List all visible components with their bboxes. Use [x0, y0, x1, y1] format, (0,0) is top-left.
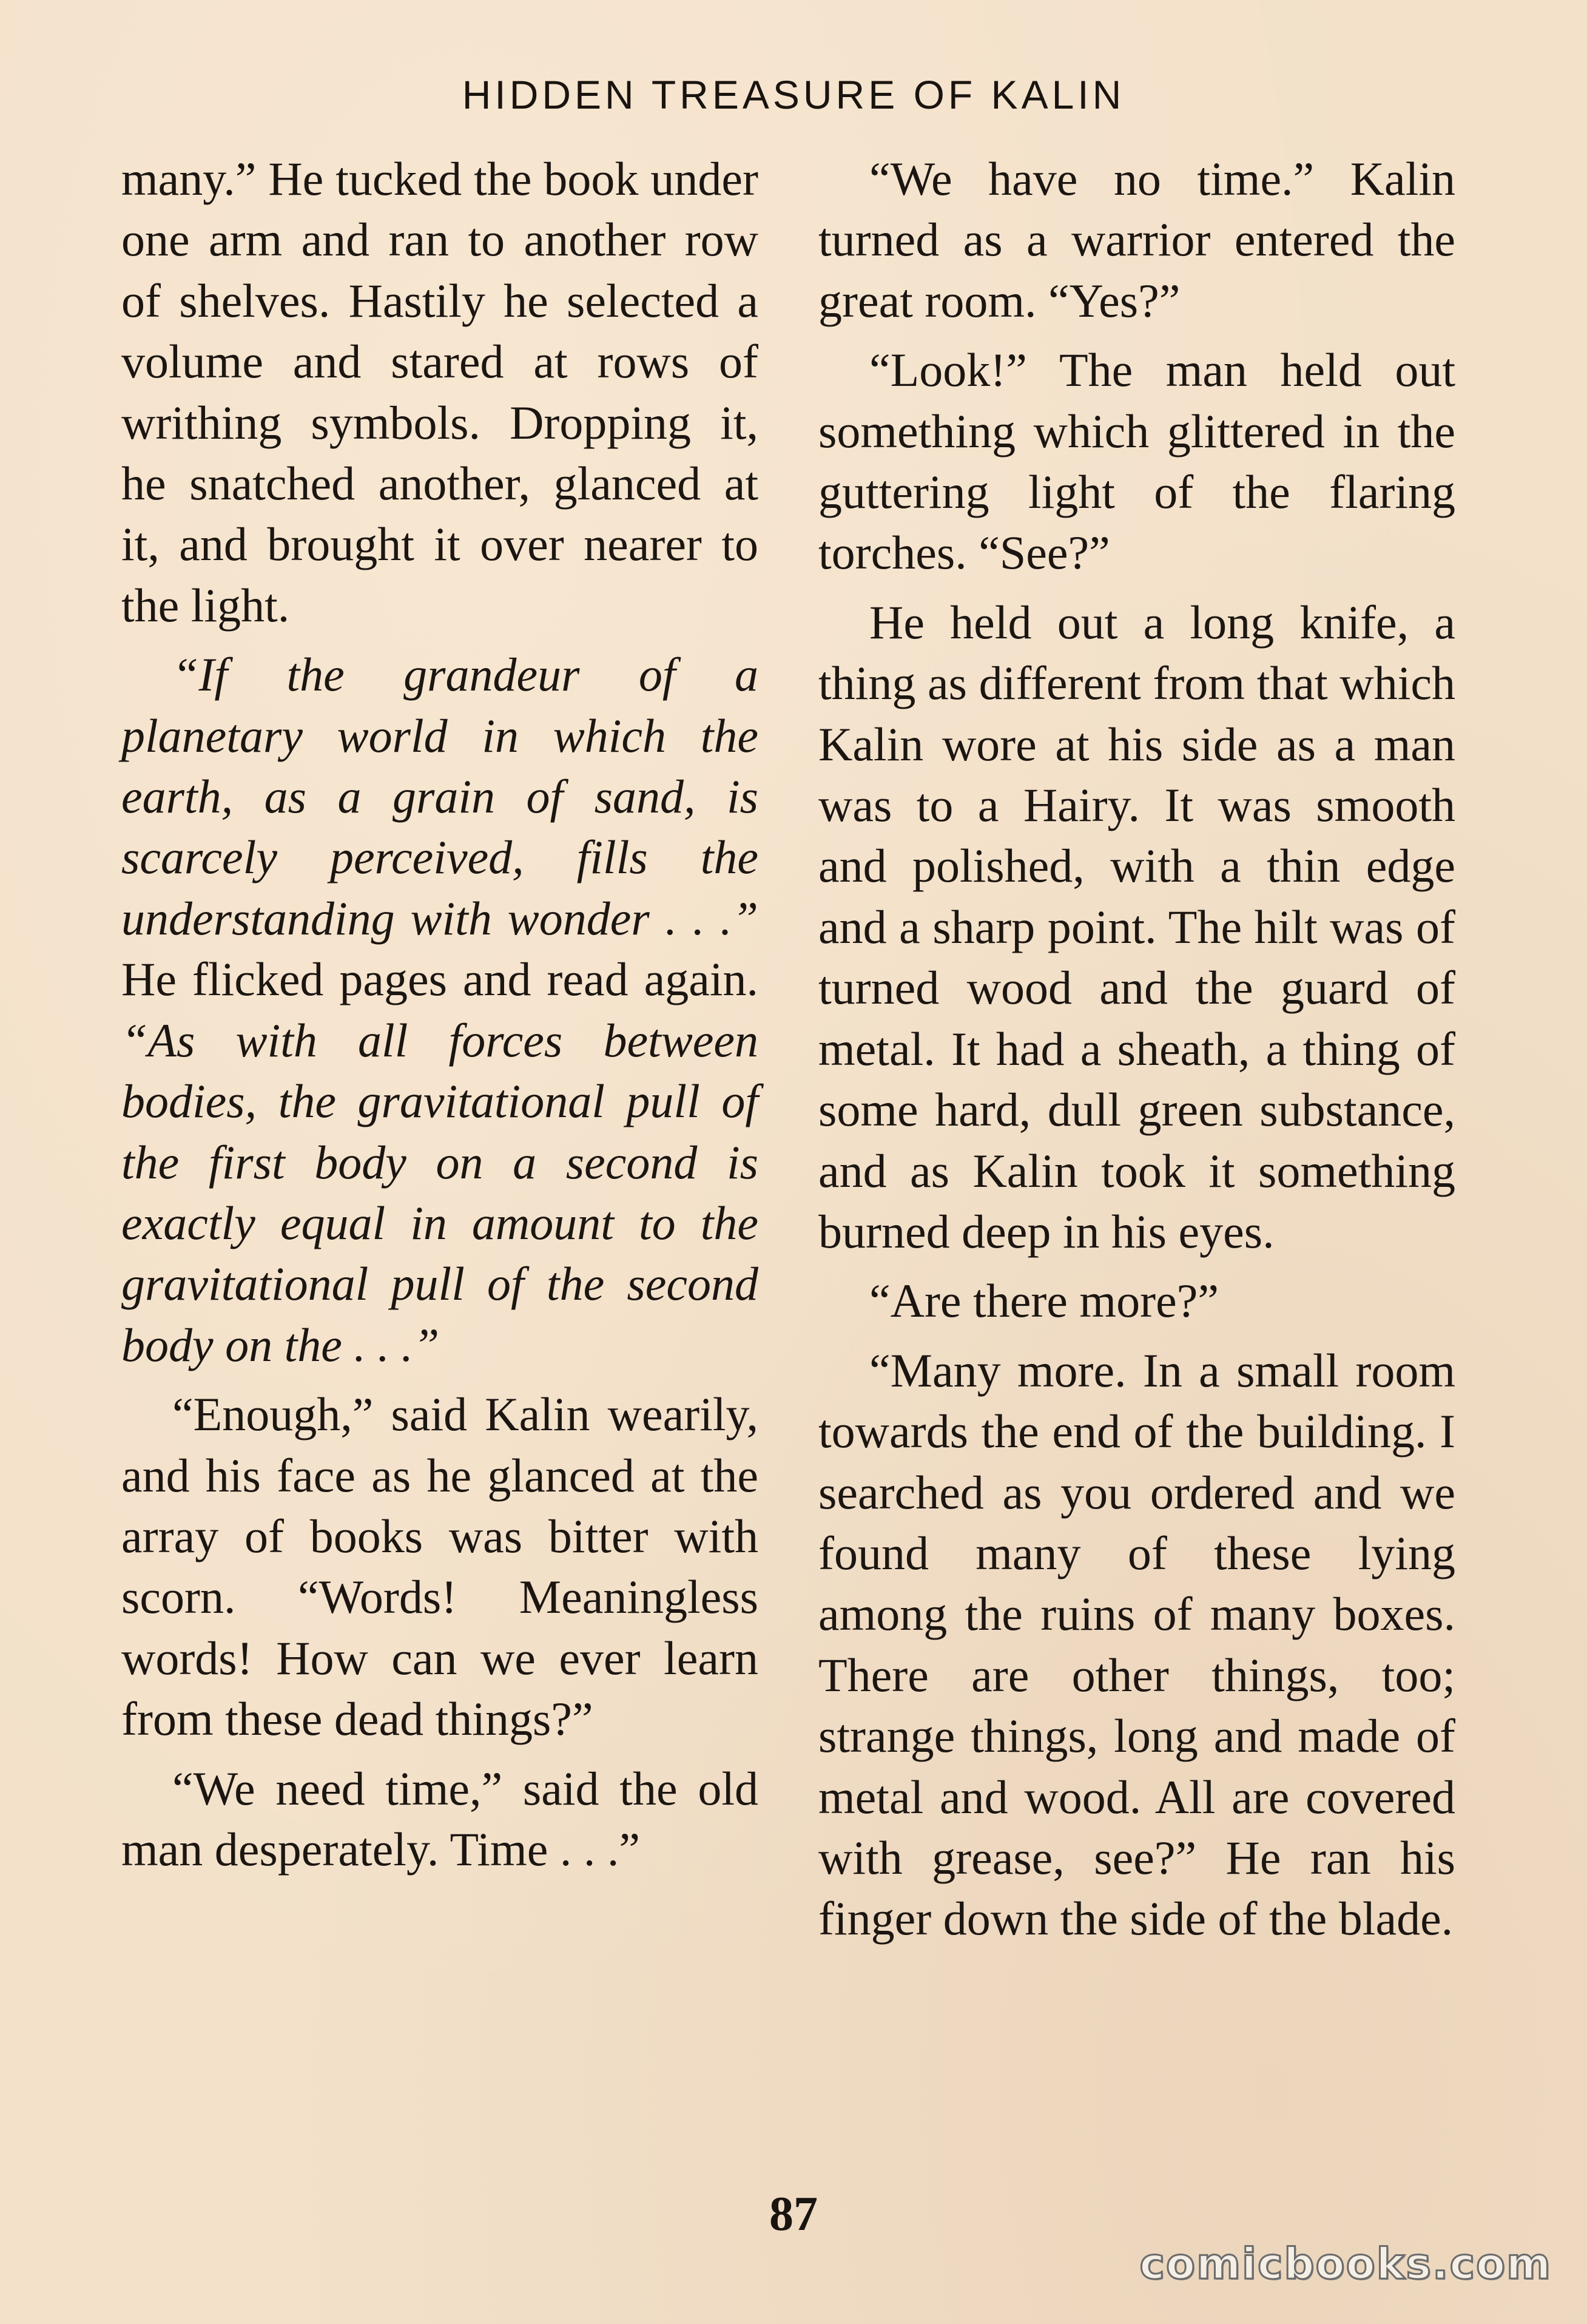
left-paragraph-2	[121, 644, 758, 1376]
right-paragraph-2: “Look!” The man held out something which glittered in the guttering light of the flaring torches. “See?”	[818, 343, 1455, 579]
quoted-passage-grandeur: “If the grandeur of a planetary world in which the earth, as a grain of sand, is scarcely perceived, fills the understanding with wonder . . .”	[121, 648, 758, 945]
narration-flicked-pages: He flicked pages and read again.	[121, 953, 758, 1006]
left-text-column	[121, 149, 758, 1888]
page-number: 87	[769, 2187, 818, 2241]
running-head-title: HIDDEN TREASURE OF KALIN	[462, 72, 1125, 117]
left-paragraph-3: “Enough,” said Kalin wearily, and his face as he glanced at the array of books was bitter with scorn. “Words! Meaningless words! How can we ever learn from these dead things?”	[121, 1388, 758, 1746]
left-paragraph-4: “We need time,” said the old man desperately. Time . . .”	[121, 1762, 758, 1876]
left-paragraph-1: many.” He tucked the book under one arm and ran to another row of shelves. Hastily he selected a volume and stared at rows of writhing symbols. Dropping it, he snatched another, glanced at it, and brought it over nearer to the light.	[121, 152, 758, 632]
source-watermark: comicbooks.com	[1139, 2239, 1552, 2289]
right-paragraph-3: He held out a long knife, a thing as different from that which Kalin wore at his side as a man was to a Hairy. It was smooth and polished, with a thin edge and a sharp point. The hilt was of turned wood and the guard of metal. It had a sheath, a thing of some hard, dull green substance, and as Kalin took it something burned deep in his eyes.	[818, 595, 1455, 1258]
right-paragraph-4: “Are there more?”	[869, 1274, 1219, 1328]
quoted-passage-gravitation: “As with all forces between bodies, the gravitational pull of the first body on a second is exactly equal in amount to the gravitational pull of the second body on the . . .”	[121, 1013, 758, 1371]
right-paragraph-5: “Many more. In a small room towards the end of the building. I searched as you ordered and we found many of these lying among the ruins of many boxes. There are other things, too; strange things, long and made of metal and wood. All are covered with grease, see?” He ran his finger down the side of the blade.	[818, 1343, 1455, 1945]
right-text-column	[818, 149, 1455, 1958]
right-paragraph-1: “We have no time.” Kalin turned as a warrior entered the great room. “Yes?”	[818, 152, 1455, 327]
